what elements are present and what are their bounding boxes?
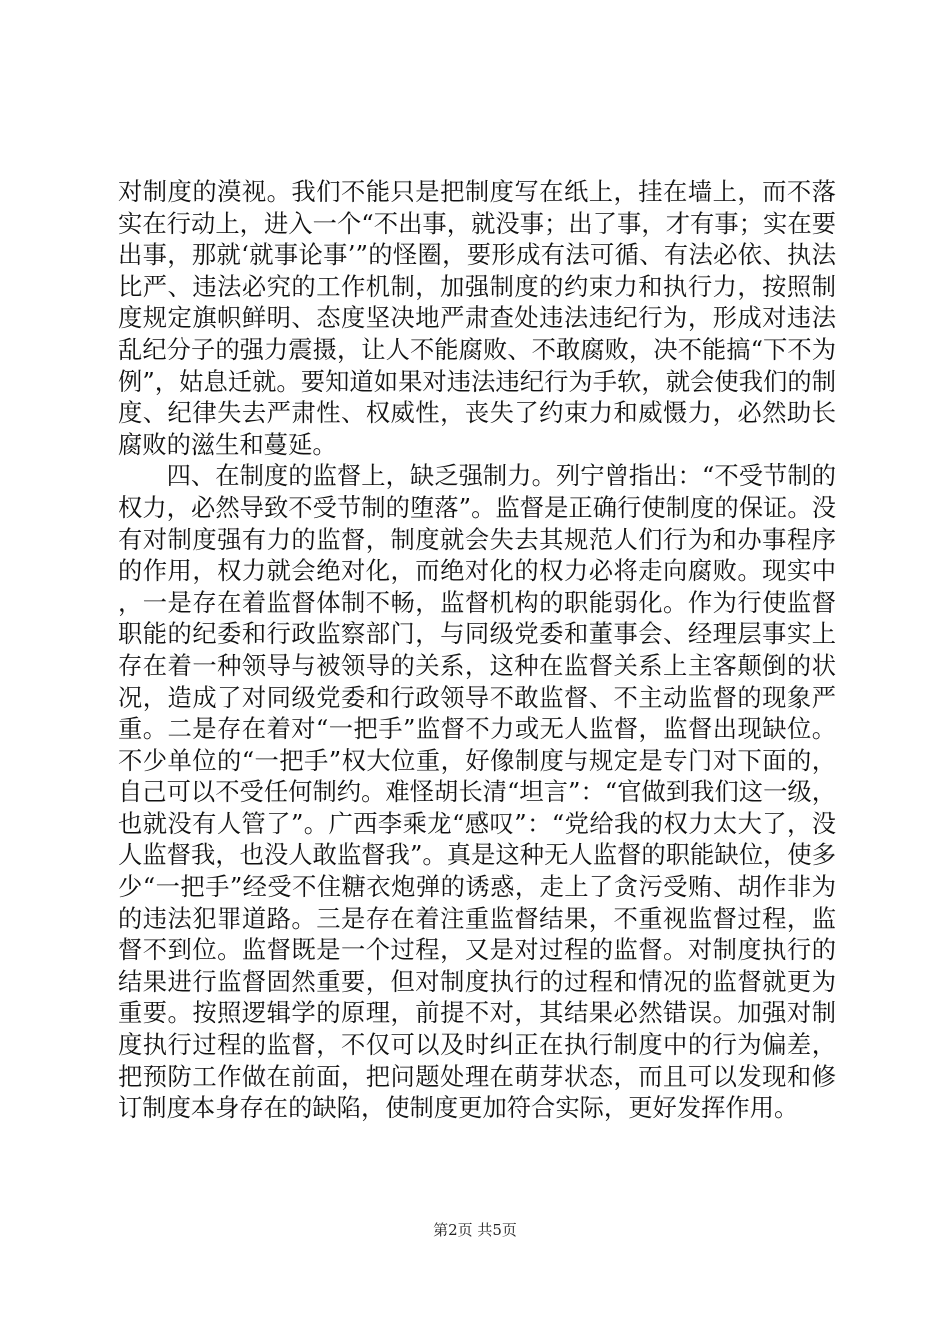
page-number-footer: 第2页 共5页 bbox=[433, 1221, 517, 1239]
document-body bbox=[118, 176, 836, 1124]
paragraph-section-four: 四、在制度的监督上，缺乏强制力。列宁曾指出：“不受节制的权力，必然导致不受节制的堕落”。监督是正确行使制度的保证。没有对制度强有力的监督，制度就会失去其规范人们行为和办事程序的作用，权力就会绝对化，而绝对化的权力必将走向腐败。现实中，一是存在着监督体制不畅，监督机构的职能弱化。作为行使监督职能的纪委和行政监察部门，与同级党委和董事会、经理层事实上存在着一种领导与被领导的关系，这种在监督关系上主客颠倒的状况，造成了对同级党委和行政领导不敢监督、不主动监督的现象严重。二是存在着对“一把手”监督不力或无人监督，监督出现缺位。不少单位的“一把手”权大位重，好像制度与规定是专门对下面的，自己可以不受任何制约。难怪胡长清“坦言”：“官做到我们这一级，也就没有人管了”。广西李乘龙“感叹”：“党给我的权力太大了，没人监督我，也没人敢监督我”。真是这种无人监督的职能缺位，使多少“一把手”经受不住糖衣炮弹的诱惑，走上了贪污受贿、胡作非为的违法犯罪道路。三是存在着注重监督结果，不重视监督过程，监督不到位。监督既是一个过程，又是对过程的监督。对制度执行的结果进行监督固然重要，但对制度执行的过程和情况的监督就更为重要。按照逻辑学的原理，前提不对，其结果必然错误。加强对制度执行过程的监督，不仅可以及时纠正在执行制度中的行为偏差，把预防工作做在前面，把问题处理在萌芽状态，而且可以发现和修订制度本身存在的缺陷，使制度更加符合实际，更好发挥作用。 bbox=[118, 461, 836, 1123]
paragraph-continuation: 对制度的漠视。我们不能只是把制度写在纸上，挂在墙上，而不落实在行动上，进入一个“不出事，就没事；出了事，才有事；实在要出事，那就‘就事论事’”的怪圈，要形成有法可循、有法必依、执法比严、违法必究的工作机制，加强制度的约束力和执行力，按照制度规定旗帜鲜明、态度坚决地严肃查处违法违纪行为，形成对违法乱纪分子的强力震摄，让人不能腐败、不敢腐败，决不能搞“下不为例”，姑息迁就。要知道如果对违法违纪行为手软，就会使我们的制度、纪律失去严肃性、权威性，丧失了约束力和威慑力，必然助长腐败的滋生和蔓延。 bbox=[118, 177, 836, 459]
